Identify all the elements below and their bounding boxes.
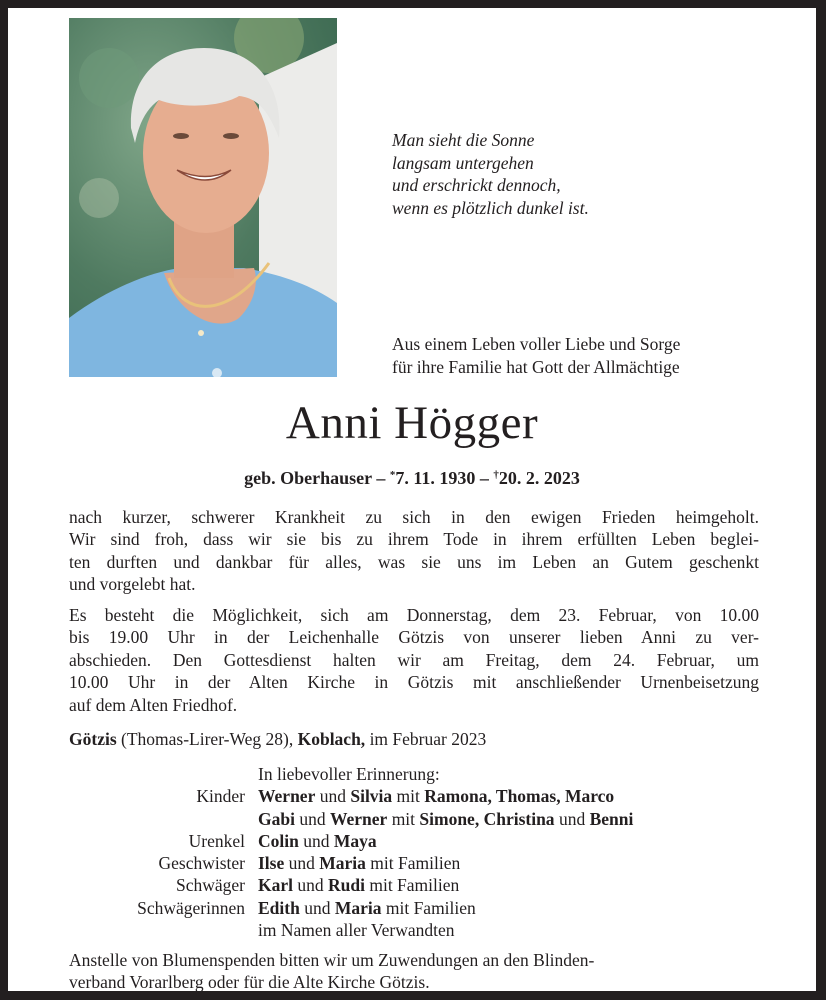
relative-name: Benni [589, 808, 634, 829]
relative-name: Maria [319, 853, 366, 874]
relative-name: Rudi [328, 875, 365, 896]
paragraph-funeral-details [69, 604, 759, 716]
separator: – [479, 468, 489, 488]
relative-names [258, 897, 476, 919]
relation-label: Schwäger [175, 875, 245, 896]
relation-label: Kinder [196, 786, 245, 807]
text-line: nach kurzer, schwerer Krankheit zu sich in den ewigen Frieden heimgeholt. [69, 507, 759, 527]
birth-date: 7. 11. 1930 [395, 468, 476, 488]
connector-text: und [293, 875, 328, 896]
relative-name: Ilse [258, 853, 285, 874]
connector-text: mit Familien [364, 875, 460, 896]
relative-name: Gabi [258, 808, 295, 829]
relative-names [258, 874, 459, 896]
text-line: Es besteht die Möglichkeit, sich am Donnerstag, dem 23. Februar, von 10.00 [69, 605, 759, 625]
connector-text: und [299, 897, 335, 918]
connector-text: und [298, 830, 334, 851]
birth-death-line [8, 463, 816, 490]
town-name: Götzis [69, 729, 117, 749]
death-cross-icon: † [493, 469, 499, 481]
relation-label [69, 808, 258, 830]
family-list [69, 763, 633, 941]
family-closing: im Namen aller Verwandten [258, 920, 455, 941]
obituary-notice [8, 8, 816, 991]
relative-name: Colin [258, 830, 299, 851]
memorial-quote [392, 129, 589, 219]
connector-text: mit [387, 808, 420, 829]
text-line: ten durften und dankbar für alles, was sie uns im Leben an Gutem geschenkt [69, 551, 759, 572]
relative-name: Simone, Christina [419, 808, 555, 829]
family-heading: In liebevoller Erinnerung: [258, 764, 440, 784]
text-line: und vorgelebt hat. [69, 574, 196, 595]
death-date: 20. 2. 2023 [498, 468, 580, 488]
connector-text: und [315, 786, 351, 807]
relative-name: Ramona, Thomas, Marco [424, 786, 615, 807]
town-name: Koblach, [297, 729, 366, 749]
family-closing-row [69, 919, 633, 941]
text-line: Wir sind froh, dass wir sie bis zu ihrem Tode in ihrem erfüllten Leben beglei- [69, 529, 759, 550]
relative-names [258, 808, 633, 830]
text-line: Anstelle von Blumenspenden bitten wir um Zuwendungen an den Blinden- [69, 950, 595, 970]
relative-name: Werner [329, 808, 388, 829]
text-line: verband Vorarlberg oder für die Alte Kirche Götzis. [69, 972, 430, 993]
maiden-name: geb. Oberhauser [244, 468, 372, 488]
deceased-name: Anni Högger [285, 397, 539, 449]
relation-label: Schwägerinnen [137, 897, 245, 918]
birth-star-icon: * [389, 469, 396, 481]
quote-line: Man sieht die Sonne [392, 130, 535, 150]
address: (Thomas-Lirer-Weg 28), [116, 729, 298, 749]
relative-names [258, 830, 377, 852]
connector-text: und [284, 853, 320, 874]
text-line: 10.00 Uhr in der Alten Kirche in Götzis mit anschließender Urnenbeisetzung [69, 672, 759, 693]
relation-label: Urenkel [188, 830, 245, 851]
separator: – [376, 468, 386, 488]
connector-text: und [554, 808, 590, 829]
family-row [69, 874, 633, 896]
relative-name: Edith [258, 897, 300, 918]
intro-line: Aus einem Leben voller Liebe und Sorge [392, 334, 681, 354]
portrait-photo [69, 18, 337, 377]
family-row [69, 808, 633, 830]
relative-name: Maria [334, 897, 382, 918]
family-heading-row [69, 763, 633, 785]
intro-line: für ihre Familie hat Gott der Allmächtige [392, 356, 680, 377]
relative-names [258, 852, 460, 874]
relative-name: Maya [333, 830, 377, 851]
family-row [69, 897, 633, 919]
family-row [69, 830, 633, 852]
connector-text: und [294, 808, 330, 829]
quote-line: langsam untergehen [392, 152, 534, 173]
relative-name: Karl [258, 875, 293, 896]
notice-date: im Februar 2023 [365, 729, 487, 749]
family-row [69, 852, 633, 874]
relative-name: Silvia [350, 786, 393, 807]
text-line: abschieden. Den Gottesdienst halten wir am Freitag, dem 24. Februar, um [69, 649, 759, 670]
quote-line: wenn es plötzlich dunkel ist. [392, 197, 589, 218]
donation-request [69, 949, 759, 994]
connector-text: mit Familien [365, 853, 461, 874]
connector-text: mit Familien [381, 897, 476, 918]
text-line: auf dem Alten Friedhof. [69, 694, 238, 715]
connector-text: mit [392, 786, 425, 807]
relative-names [258, 785, 614, 807]
place-date-line [69, 728, 486, 750]
portrait-image [69, 18, 337, 377]
relative-name: Werner [258, 786, 316, 807]
text-line: bis 19.00 Uhr in der Leichenhalle Götzis von unserer lieben Anni zu ver- [69, 627, 759, 648]
relation-label: Geschwister [158, 853, 245, 874]
family-row [69, 785, 633, 807]
intro-text [392, 333, 680, 378]
paragraph-passing [69, 506, 759, 596]
quote-line: und erschrickt dennoch, [392, 175, 561, 195]
